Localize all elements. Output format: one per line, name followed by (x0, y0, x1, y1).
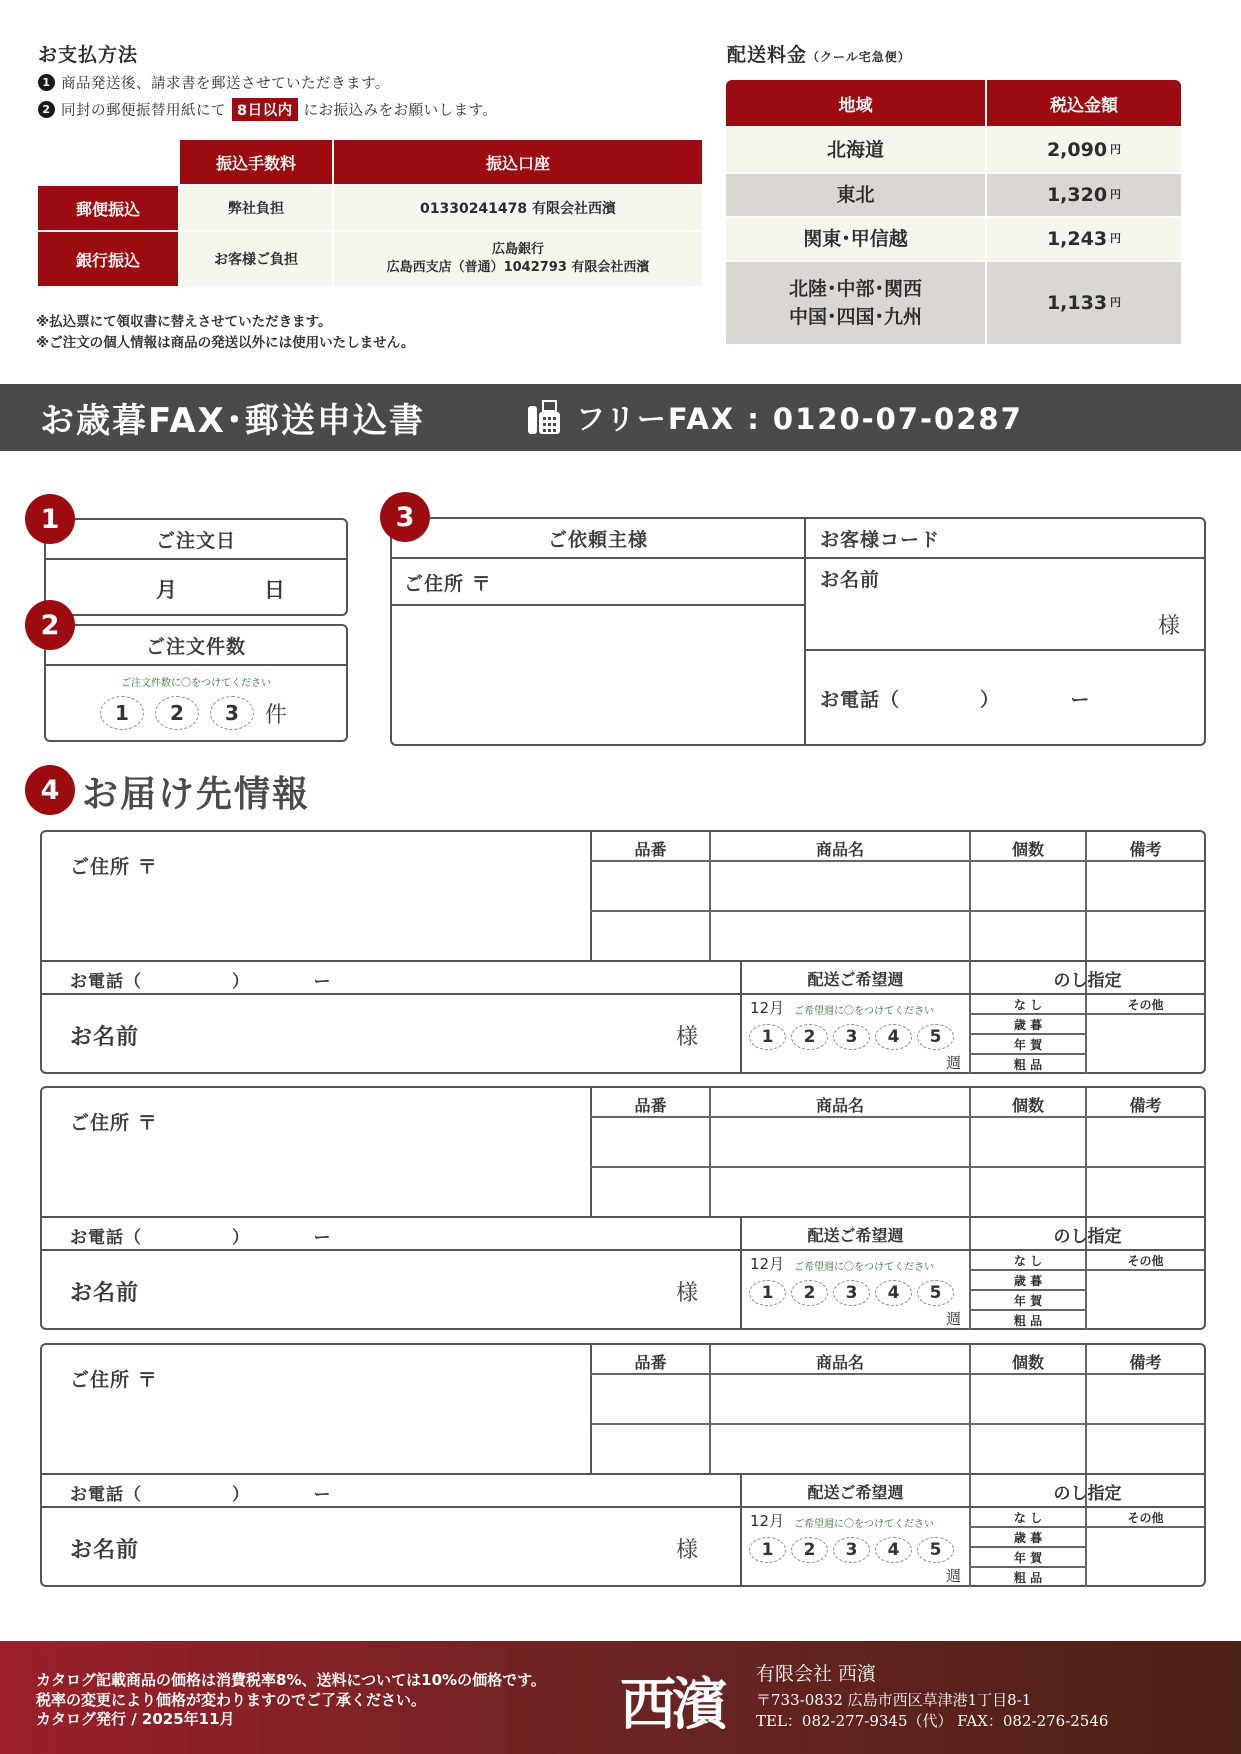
noshi-option[interactable]: 年 賀 (1013, 1038, 1043, 1052)
col-product: 商品名 (815, 840, 864, 859)
shipping-price-value: 1,243 (1046, 227, 1108, 250)
noshi-title: のし指定 (1053, 1227, 1122, 1247)
week-option[interactable]: 3 (833, 1024, 870, 1050)
order-date-label: ご注文日 (155, 530, 236, 552)
week-month: 12月 (750, 1255, 785, 1273)
delivery-name-label[interactable]: お名前 (70, 1281, 140, 1306)
payment-line-1-text: 商品発送後、請求書を郵送させていただきます。 (61, 76, 390, 92)
delivery-address-label[interactable]: ご住所 〒 (70, 1369, 158, 1391)
shipping-price (987, 128, 1181, 172)
delivery-info-title: お届け先情報 (82, 774, 311, 815)
week-option[interactable]: 2 (791, 1280, 828, 1306)
delivery-phone-label[interactable]: お電話（ ） ー (70, 972, 332, 992)
payment-header-fee: 振込手数料 (180, 140, 332, 184)
noshi-option[interactable]: 年 賀 (1013, 1551, 1043, 1565)
payment-line-2 (38, 98, 497, 121)
shipping-region: 北海道 (726, 128, 985, 172)
company-info (756, 1659, 1108, 1732)
payment-account-bank (334, 232, 702, 286)
week-title: 配送ご希望週 (807, 1483, 904, 1502)
order-count-label: ご注文件数 (145, 636, 246, 658)
order-count-note: ご注文件数に〇をつけてください (121, 678, 271, 689)
delivery-phone-label[interactable]: お電話（ ） ー (70, 1228, 332, 1248)
shipping-header-region: 地域 (726, 80, 985, 126)
noshi-option[interactable]: 粗 品 (1013, 1058, 1043, 1072)
week-option[interactable]: 2 (791, 1537, 828, 1563)
company-logo: 西濱 (620, 1672, 724, 1738)
order-count-options (100, 696, 288, 730)
week-option[interactable]: 1 (749, 1024, 786, 1050)
noshi-option[interactable]: 年 賀 (1013, 1294, 1043, 1308)
form-title-band (0, 384, 1241, 451)
shipping-price-unit: 円 (1110, 187, 1122, 201)
requester-sama-label: 様 (1158, 614, 1182, 639)
week-unit: 週 (946, 1310, 962, 1328)
payment-method-postal: 郵便振込 (38, 186, 178, 230)
noshi-other[interactable]: その他 (1127, 1254, 1164, 1268)
week-note: ご希望週に〇をつけてください (794, 1519, 934, 1530)
delivery-block (40, 1086, 1206, 1330)
shipping-price-value: 1,133 (1046, 291, 1108, 314)
col-hinban: 品番 (634, 1096, 667, 1115)
week-options (749, 1537, 959, 1563)
shipping-region (726, 262, 985, 344)
shipping-price-unit: 円 (1110, 295, 1122, 309)
requester-name-label[interactable]: お名前 (820, 569, 881, 591)
week-option[interactable]: 5 (917, 1280, 954, 1306)
company-tel-fax: TEL：082-277-9345（代） FAX：082-276-2546 (756, 1712, 1109, 1730)
requester-address-label[interactable]: ご住所 〒 (404, 573, 492, 595)
week-title: 配送ご希望週 (807, 970, 904, 989)
section-1-badge: 1 (25, 494, 75, 544)
col-remarks: 備考 (1129, 1096, 1162, 1115)
col-qty: 個数 (1011, 1096, 1044, 1115)
payment-method-bank: 銀行振込 (38, 232, 178, 286)
customer-code-label[interactable]: お客様コード (820, 529, 941, 551)
shipping-price (987, 218, 1181, 260)
col-remarks: 備考 (1129, 1353, 1162, 1372)
noshi-other[interactable]: その他 (1127, 1511, 1164, 1525)
noshi-other[interactable]: その他 (1127, 998, 1164, 1012)
delivery-block (40, 830, 1206, 1074)
shipping-price (987, 174, 1181, 216)
number-2-icon: 2 (38, 101, 55, 118)
payment-header-account: 振込口座 (334, 140, 702, 184)
week-option[interactable]: 1 (749, 1537, 786, 1563)
shipping-price-value: 1,320 (1046, 183, 1108, 206)
payment-title: お支払方法 (38, 44, 139, 66)
noshi-option[interactable]: 歳 暮 (1013, 1274, 1043, 1288)
requester-phone-label[interactable]: お電話（ ） ー (820, 689, 1091, 711)
payment-line-2-pre: 同封の郵便振替用紙にて (61, 103, 226, 119)
noshi-option[interactable]: な し (1013, 998, 1043, 1012)
shipping-title-text: 配送料金 (727, 44, 808, 66)
shipping-price-unit: 円 (1110, 231, 1122, 245)
order-date-box (44, 518, 348, 616)
week-title: 配送ご希望週 (807, 1226, 904, 1245)
noshi-option[interactable]: 歳 暮 (1013, 1018, 1043, 1032)
week-option[interactable]: 1 (749, 1280, 786, 1306)
delivery-phone-label[interactable]: お電話（ ） ー (70, 1485, 332, 1505)
week-month: 12月 (750, 1512, 785, 1530)
requester-box (390, 517, 1206, 746)
col-hinban: 品番 (634, 840, 667, 859)
week-unit: 週 (946, 1567, 962, 1585)
col-qty: 個数 (1011, 1353, 1044, 1372)
payment-table (36, 138, 704, 288)
order-count-option[interactable]: 2 (155, 696, 199, 730)
noshi-option[interactable]: 歳 暮 (1013, 1531, 1043, 1545)
fax-icon (526, 398, 562, 436)
order-count-unit: 件 (265, 702, 289, 728)
col-hinban: 品番 (634, 1353, 667, 1372)
payment-fee-postal: 弊社負担 (180, 186, 332, 230)
noshi-option[interactable]: 粗 品 (1013, 1571, 1043, 1585)
noshi-title: のし指定 (1053, 1484, 1122, 1504)
col-remarks: 備考 (1129, 840, 1162, 859)
shipping-region-line1: 北陸･中部･関西 (788, 277, 922, 300)
payment-account-bank-line1: 広島銀行 (491, 242, 544, 258)
week-option[interactable]: 3 (833, 1537, 870, 1563)
noshi-option[interactable]: な し (1013, 1511, 1043, 1525)
shipping-title (727, 40, 911, 67)
delivery-sama-label: 様 (676, 1281, 700, 1306)
payment-account-postal: 01330241478 有限会社西濱 (334, 186, 702, 230)
delivery-name-label[interactable]: お名前 (70, 1538, 140, 1563)
payment-deadline-highlight: 8日以内 (232, 98, 298, 121)
section-2-badge: 2 (25, 600, 75, 650)
company-address: 〒733-0832 広島市西区草津港1丁目8-1 (756, 1691, 1032, 1709)
week-option[interactable]: 2 (791, 1024, 828, 1050)
noshi-title: のし指定 (1053, 971, 1122, 991)
requester-label: ご依頼主様 (547, 529, 648, 551)
payment-fee-bank: お客様ご負担 (180, 232, 332, 286)
shipping-region-line2: 中国･四国･九州 (788, 306, 922, 328)
week-option[interactable]: 5 (917, 1537, 954, 1563)
week-option[interactable]: 4 (875, 1024, 912, 1050)
delivery-address-label[interactable]: ご住所 〒 (70, 856, 158, 878)
payment-account-bank-line2: 広島西支店（普通）1042793 有限会社西濱 (386, 260, 650, 275)
footer-notes (36, 1671, 546, 1730)
shipping-region: 東北 (726, 174, 985, 216)
footer-note-3: カタログ発行 / 2025年11月 (36, 1710, 235, 1728)
payment-note-1: ※払込票にて領収書に替えさせていただきます。 (36, 314, 332, 330)
shipping-region: 関東･甲信越 (726, 218, 985, 260)
order-count-box (44, 624, 348, 742)
payment-line-1 (38, 72, 390, 93)
free-fax-number: フリーFAX : 0120-07-0287 (576, 402, 1023, 436)
shipping-price-unit: 円 (1110, 142, 1122, 156)
delivery-block (40, 1343, 1206, 1587)
noshi-option[interactable]: 粗 品 (1013, 1314, 1043, 1328)
footer-note-2: 税率の変更により価格が変わりますのでご了承ください。 (36, 1690, 427, 1709)
delivery-sama-label: 様 (676, 1538, 700, 1563)
company-name: 有限会社 西濱 (756, 1663, 877, 1685)
section-4-badge: 4 (25, 765, 75, 815)
week-options (749, 1024, 959, 1050)
week-unit: 週 (946, 1054, 962, 1072)
shipping-header-price: 税込金額 (987, 80, 1181, 126)
footer-note-1: カタログ記載商品の価格は消費税率8%、送料については10%の価格です。 (36, 1671, 546, 1689)
delivery-name-label[interactable]: お名前 (70, 1025, 140, 1050)
order-month-label[interactable]: 月 (156, 578, 178, 602)
week-option[interactable]: 4 (875, 1280, 912, 1306)
delivery-address-label[interactable]: ご住所 〒 (70, 1112, 158, 1134)
order-count-option[interactable]: 3 (210, 696, 254, 730)
payment-note-2: ※ご注文の個人情報は商品の発送以外には使用いたしません。 (36, 335, 415, 351)
shipping-price-value: 2,090 (1046, 138, 1108, 161)
order-day-label[interactable]: 日 (264, 578, 286, 602)
week-option[interactable]: 5 (917, 1024, 954, 1050)
week-option[interactable]: 3 (833, 1280, 870, 1306)
delivery-sama-label: 様 (676, 1025, 700, 1050)
footer (0, 1641, 1241, 1754)
week-note: ご希望週に〇をつけてください (794, 1262, 934, 1273)
number-1-icon: 1 (38, 74, 55, 91)
section-3-badge: 3 (380, 492, 430, 542)
week-option[interactable]: 4 (875, 1537, 912, 1563)
col-product: 商品名 (815, 1353, 864, 1372)
week-month: 12月 (750, 999, 785, 1017)
shipping-subtitle: （クール宅急便） (807, 50, 911, 64)
col-qty: 個数 (1011, 840, 1044, 859)
shipping-table (726, 80, 1181, 350)
col-product: 商品名 (815, 1096, 864, 1115)
noshi-option[interactable]: な し (1013, 1254, 1043, 1268)
shipping-price (987, 262, 1181, 344)
order-count-option[interactable]: 1 (100, 696, 144, 730)
form-title: お歳暮FAX･郵送申込書 (40, 401, 425, 441)
week-options (749, 1280, 959, 1306)
payment-table-corner (38, 140, 178, 184)
week-note: ご希望週に〇をつけてください (794, 1006, 934, 1017)
payment-line-2-post: にお振込みをお願いします。 (303, 103, 498, 119)
